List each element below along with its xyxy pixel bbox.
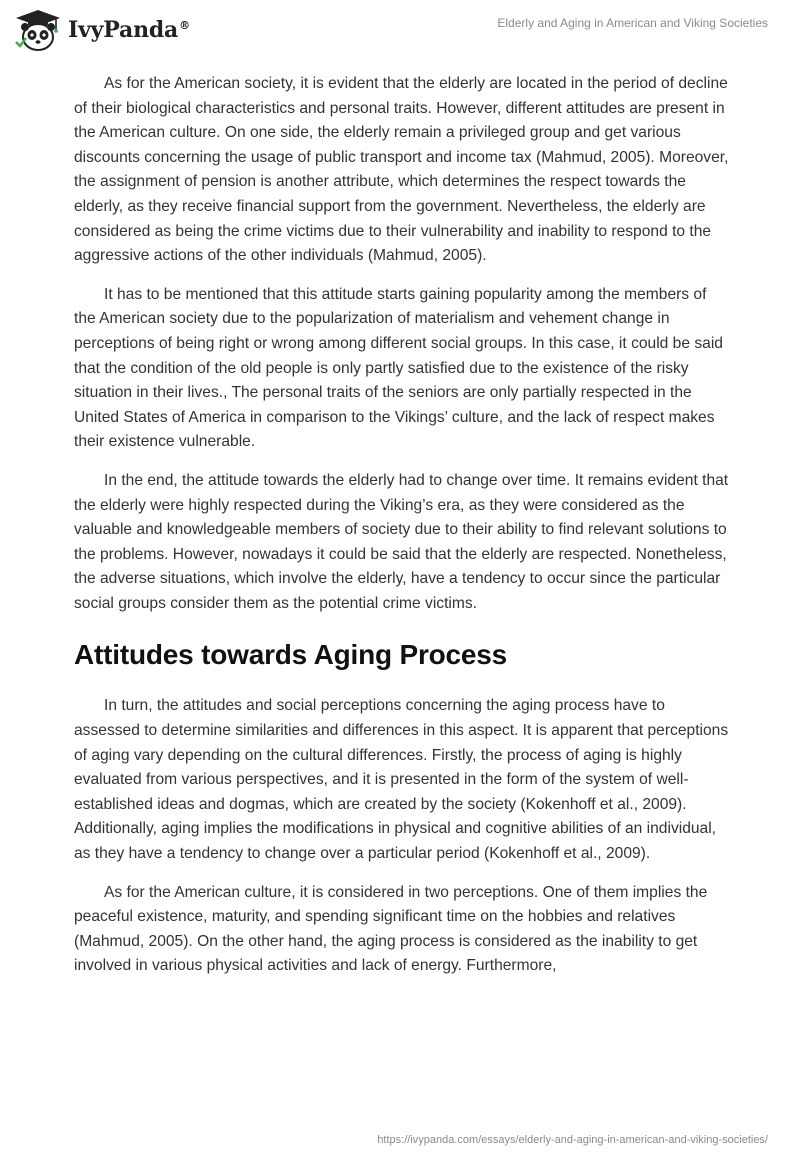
document-title: Elderly and Aging in American and Viking Societies (497, 16, 768, 30)
paragraph: It has to be mentioned that this attitude starts gaining popularity among the members of the American society due to the popularization of materialism and vehement change in perceptions of being right or wrong among different social groups. In this case, it could be said that the condition of the old people is only partly satisfied due to the existence of the risky situation in their lives., The personal traits of the seniors are only partially respected in the United States of America in comparison to the Vikings’ culture, and the lack of respect makes their existence vulnerable. (74, 285, 723, 451)
paragraph: As for the American culture, it is considered in two perceptions. One of them implies the peaceful existence, maturity, and spending significant time on the hobbies and relatives (Mahmud, 2005). On the other hand, the aging process is considered as the inability to get involved in various physical activities and lack of energy. Furthermore, (74, 883, 708, 975)
section-heading: Attitudes towards Aging Process (74, 639, 508, 671)
panda-graduate-icon (14, 8, 62, 52)
essay-content (74, 72, 730, 993)
source-url[interactable]: https://ivypanda.com/essays/elderly-and-aging-in-american-and-viking-societies/ (377, 1134, 768, 1146)
paragraph: As for the American society, it is evident that the elderly are located in the period of decline of their biological characteristics and personal traits. However, different attitudes are present in the American culture. On one side, the elderly remain a privileged group and get various discounts concerning the usage of public transport and income tax (Mahmud, 2005). Moreover, the assignment of pension is another attribute, which determines the respect towards the elderly, as they receive financial support from the government. Nevertheless, the elderly are considered as being the crime victims due to their vulnerability and inability to respond to the aggressive actions of the other individuals (Mahmud, 2005). (74, 75, 729, 265)
brand-name: IvyPanda® (68, 17, 190, 43)
paragraph: In the end, the attitude towards the elderly had to change over time. It remains evident that the elderly were highly respected during the Viking’s era, as they were considered as the valuable and knowledgeable members of society due to their ability to find relevant solutions to the problems. However, nowadays it could be said that the elderly are respected. Nonetheless, the adverse situations, which involve the elderly, have a tendency to occur since the particular social groups consider them as the potential crime victims. (74, 471, 729, 612)
page-header (0, 0, 800, 62)
paragraph: In turn, the attitudes and social perceptions concerning the aging process have to assessed to determine similarities and differences in this aspect. It is apparent that perceptions of aging vary depending on the cultural differences. Firstly, the process of aging is highly evaluated from various perspectives, and it is presented in the form of the system of well-established ideas and dogmas, which are created by the society (Kokenhoff et al., 2009). Additionally, aging implies the modifications in physical and cognitive abilities of an individual, as they have a tendency to change over a particular period (Kokenhoff et al., 2009). (74, 697, 729, 863)
logo[interactable] (14, 8, 190, 52)
